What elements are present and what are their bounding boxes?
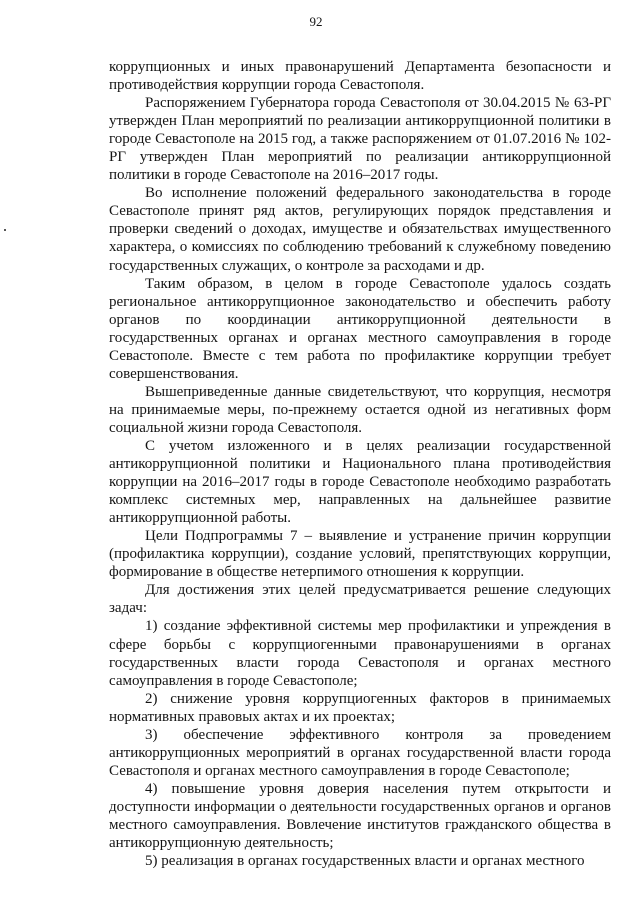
list-item: 4) повышение уровня доверия населения путем открытости и доступности информации о деятельности государственных органов и органов местного самоуправления. Вовлечение институтов гражданского общества в антикоррупционную деятельность; xyxy=(109,780,611,852)
list-item: 2) снижение уровня коррупциогенных факторов в принимаемых нормативных правовых актах и их проектах; xyxy=(109,690,611,725)
paragraph: Цели Подпрограммы 7 – выявление и устранение причин коррупции (профилактика коррупции), создание условий, препятствующих коррупции, формирование в обществе нетерпимого отношения к коррупции. xyxy=(109,528,611,581)
paragraph: Для достижения этих целей предусматривается решение следующих задач: xyxy=(109,582,611,617)
list-item: 1) создание эффективной системы мер профилактики и упреждения в сфере борьбы с коррупциогенными правонарушениями в органах государственных власти города Севастополя и органах местного самоуправления в городе Севастополе; xyxy=(109,618,611,689)
list-item: 5) реализация в органах государственных власти и органах местного xyxy=(145,853,585,870)
paragraph: коррупционных и иных правонарушений Департамента безопасности и противодействия коррупции города Севастополя. xyxy=(109,59,611,94)
paragraph: Вышеприведенные данные свидетельствуют, что коррупция, несмотря на принимаемые меры, по-прежнему остается одной из негативных форм социальной жизни города Севастополя. xyxy=(109,383,611,436)
page-number: 92 xyxy=(309,14,323,29)
list-item: 3) обеспечение эффективного контроля за проведением антикоррупционных мероприятий в органах государственной власти города Севастополя и органах местного самоуправления в городе Севастополе; xyxy=(109,726,611,779)
paragraph: Таким образом, в целом в городе Севастополе удалось создать региональное антикоррупционное законодательство и обеспечить работу органов по координации антикоррупционной деятельности в государственных органах и органах местного самоуправления в городе Севастополе. Вместе с тем работа по профилактике коррупции требует совершенствования. xyxy=(109,275,611,382)
paragraph: Распоряжением Губернатора города Севастополя от 30.04.2015 № 63-РГ утвержден План мероприятий по реализации антикоррупционной политики в городе Севастополе на 2015 год, а также распоряжением от 01.07.2016 № 102-РГ утвержден План мероприятий по реализации антикоррупционной политики в городе Севастополе на 2016–2017 годы. xyxy=(109,95,611,184)
paragraph: С учетом изложенного и в целях реализации государственной антикоррупционной политики и Национального плана противодействия коррупции на 2016–2017 годы в городе Севастополе необходимо разработать комплекс системных мер, направленных на дальнейшее развитие антикоррупционной работы. xyxy=(109,437,611,527)
document-body xyxy=(109,58,611,870)
scan-speck xyxy=(4,229,6,231)
paragraph: Во исполнение положений федерального законодательства в городе Севастополе принят ряд актов, регулирующих порядок представления и проверки сведений о доходах, имуществе и обязательствах имущественного характера, о комиссиях по соблюдению требований к служебному поведению государственных служащих, о контроле за расходами и др. xyxy=(109,185,611,274)
